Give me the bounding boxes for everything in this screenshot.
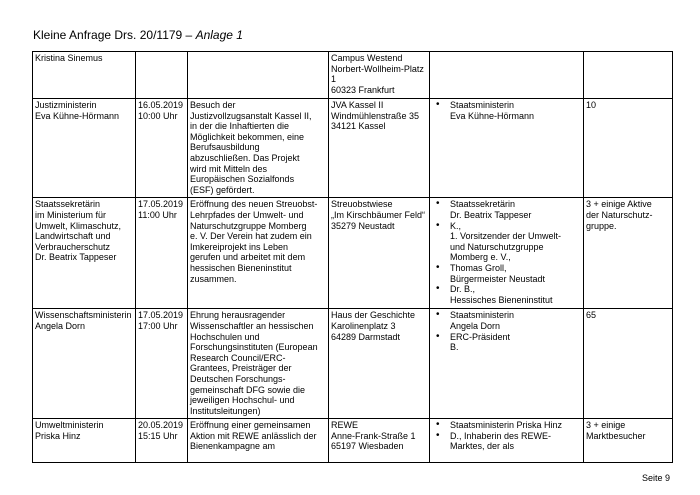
location-line: 60323 Frankfurt xyxy=(331,84,395,95)
description-line: Berufsausbildung xyxy=(190,142,260,153)
date-line: 11:00 Uhr xyxy=(138,209,177,220)
description-line: Ehrung herausragender xyxy=(190,310,286,321)
cell-participants xyxy=(430,419,584,463)
location-line: Anne-Frank-Straße 1 xyxy=(331,430,416,441)
cell-count xyxy=(584,99,673,198)
date-line: 17.05.2019 xyxy=(138,199,184,210)
location-line: 1 xyxy=(331,74,337,85)
location-line: Streuobstwiese xyxy=(331,199,393,210)
participant-line: • Staatsministerin xyxy=(450,310,515,321)
participant-line: • Staatsministerin xyxy=(450,100,515,110)
count-line: gruppe. xyxy=(586,220,617,231)
location-line: Karolinenplatz 3 xyxy=(331,320,396,331)
location-line: Windmühlenstraße 35 xyxy=(331,110,420,121)
cell-count xyxy=(584,52,673,99)
description-line: (ESF) gefördert. xyxy=(190,184,255,195)
table-row xyxy=(33,309,673,419)
participants-list xyxy=(432,100,581,121)
person-line: Dr. Beatrix Tappeser xyxy=(35,252,117,263)
participant-item xyxy=(432,284,581,305)
date-line: 17:00 Uhr xyxy=(138,320,178,331)
participant-line: Momberg e. V., xyxy=(450,252,511,263)
cell-person xyxy=(33,52,136,99)
description-line: Eröffnung einer gemeinsamen xyxy=(190,420,311,431)
participant-line: • D., Inhaberin des REWE- xyxy=(450,430,552,441)
location-line: „Im Kirschbäumer Feld“ xyxy=(331,209,426,220)
participant-line: • Thomas Groll, xyxy=(450,262,507,273)
description-line: e. V. Der Verein hat zudem ein xyxy=(190,231,312,242)
date-line: 17.05.2019 xyxy=(138,310,184,321)
participant-line: 1. Vorsitzender der Umwelt- xyxy=(450,231,562,242)
description-line: Research Council/ERC- xyxy=(190,352,286,363)
description-line: Wissenschaftler an hessischen xyxy=(190,320,314,331)
description-line: Eröffnung des neuen Streuobst- xyxy=(190,199,318,210)
cell-participants xyxy=(430,52,584,99)
participant-item xyxy=(432,420,581,431)
participant-line: • K., xyxy=(450,220,462,231)
count-line: 65 xyxy=(586,310,597,321)
location-line: JVA Kassel II xyxy=(331,100,384,110)
person-line: Kristina Sinemus xyxy=(35,53,103,63)
description-line: jeweiligen Hochschul- und xyxy=(190,395,295,406)
description-line: Institutsleitungen) xyxy=(190,405,261,416)
location-line: Norbert-Wollheim-Platz xyxy=(331,63,424,74)
participant-item xyxy=(432,199,581,220)
description-line: Hochschulen und xyxy=(190,331,260,342)
cell-count xyxy=(584,198,673,309)
person-line: Wissenschaftsministerin xyxy=(35,310,132,321)
participant-line: • Dr. B., xyxy=(450,284,476,295)
cell-participants xyxy=(430,198,584,309)
date-line: 16.05.2019 xyxy=(138,100,184,110)
cell-description xyxy=(188,52,329,99)
cell-person xyxy=(33,309,136,419)
location-line: Haus der Geschichte xyxy=(331,310,416,321)
description-line: Lehrpfades der Umwelt- und xyxy=(190,209,304,220)
date-line: 15:15 Uhr xyxy=(138,430,178,441)
participants-list xyxy=(432,420,581,452)
participant-line: Marktes, der als xyxy=(450,441,515,452)
cell-date xyxy=(136,309,188,419)
location-line: REWE xyxy=(331,420,358,431)
description-line: in der die Inhaftierten die xyxy=(190,121,290,132)
participant-item xyxy=(432,310,581,331)
person-line: Landwirtschaft und xyxy=(35,231,111,242)
person-line: Angela Dorn xyxy=(35,320,86,331)
page-number: Seite 9 xyxy=(641,473,670,483)
participant-line: Hessisches Bieneninstitut xyxy=(450,294,553,305)
description-line: abzuschließen. Das Projekt xyxy=(190,152,300,163)
table-row xyxy=(33,198,673,309)
participant-line: Dr. Beatrix Tappeser xyxy=(450,209,532,220)
cell-person xyxy=(33,99,136,198)
participant-item xyxy=(432,100,581,121)
cell-participants xyxy=(430,309,584,419)
header-anlage: Anlage 1 xyxy=(195,28,243,42)
cell-count xyxy=(584,309,673,419)
count-line: Marktbesucher xyxy=(586,430,646,441)
description-line: wird mit Mitteln des xyxy=(190,163,268,174)
description-line: hessischen Bieneninstitut xyxy=(190,262,292,273)
count-line: 3 + einige xyxy=(586,420,626,431)
location-line: Campus Westend xyxy=(331,53,403,63)
cell-location xyxy=(329,419,430,463)
person-line: Verbraucherschutz xyxy=(35,241,111,252)
participant-item xyxy=(432,263,581,284)
date-line: 10:00 Uhr xyxy=(138,110,178,121)
cell-count xyxy=(584,419,673,463)
participant-line: und Naturschutzgruppe xyxy=(450,241,544,252)
description-line: Besuch der xyxy=(190,100,236,110)
participant-item xyxy=(432,332,581,353)
description-line: Naturschutzgruppe Momberg xyxy=(190,220,307,231)
cell-description xyxy=(188,198,329,309)
table-row xyxy=(33,419,673,463)
participant-line: • Staatsministerin Priska Hinz xyxy=(450,420,563,431)
description-line: zusammen. xyxy=(190,273,237,284)
location-line: 65197 Wiesbaden xyxy=(331,441,404,452)
cell-participants xyxy=(430,99,584,198)
cell-description xyxy=(188,99,329,198)
cell-date xyxy=(136,52,188,99)
count-line: 3 + einige Aktive xyxy=(586,199,652,210)
participant-line: Bürgermeister Neustadt xyxy=(450,273,546,284)
cell-person xyxy=(33,419,136,463)
person-line: Umweltministerin xyxy=(35,420,104,431)
count-line: der Naturschutz- xyxy=(586,209,653,220)
cell-location xyxy=(329,309,430,419)
person-line: Justizministerin xyxy=(35,100,97,110)
header-title: Kleine Anfrage Drs. 20/1179 – xyxy=(33,28,196,42)
cell-date xyxy=(136,99,188,198)
person-line: Staatssekretärin xyxy=(35,199,101,210)
participant-line: Angela Dorn xyxy=(450,320,501,331)
location-line: 35279 Neustadt xyxy=(331,220,395,231)
participant-line: Eva Kühne-Hörmann xyxy=(450,110,535,121)
participant-line: B. xyxy=(450,342,459,353)
cell-description xyxy=(188,309,329,419)
cell-description xyxy=(188,419,329,463)
description-line: Europäischen Sozialfonds xyxy=(190,174,295,185)
participant-item xyxy=(432,221,581,263)
participant-line: • ERC-Präsident xyxy=(450,331,511,342)
description-line: Deutschen Forschungs- xyxy=(190,373,286,384)
table-row xyxy=(33,99,673,198)
person-line: Umwelt, Klimaschutz, xyxy=(35,220,122,231)
person-line: im Ministerium für xyxy=(35,209,107,220)
location-line: 34121 Kassel xyxy=(331,121,386,132)
participants-list xyxy=(432,310,581,352)
count-line: 10 xyxy=(586,100,597,110)
appointments-table xyxy=(32,51,673,463)
location-line: 64289 Darmstadt xyxy=(331,331,401,342)
participant-item xyxy=(432,431,581,452)
cell-person xyxy=(33,198,136,309)
cell-date xyxy=(136,419,188,463)
participant-line: • Staatssekretärin xyxy=(450,199,516,210)
cell-date xyxy=(136,198,188,309)
description-line: Möglichkeit bekommen, eine xyxy=(190,131,305,142)
description-line: Grantees, Preisträger der xyxy=(190,363,292,374)
person-line: Priska Hinz xyxy=(35,430,81,441)
description-line: Imkereiprojekt ins Leben xyxy=(190,241,289,252)
cell-location xyxy=(329,52,430,99)
description-line: gemeinschaft DFG sowie die xyxy=(190,384,306,395)
cell-location xyxy=(329,198,430,309)
person-line: Eva Kühne-Hörmann xyxy=(35,110,120,121)
table-row xyxy=(33,52,673,99)
description-line: Justizvollzugsanstalt Kassel II, xyxy=(190,110,312,121)
date-line: 20.05.2019 xyxy=(138,420,184,431)
description-line: Forschungsinstituten (European xyxy=(190,342,318,353)
cell-location xyxy=(329,99,430,198)
document-header xyxy=(33,28,243,42)
description-line: Aktion mit REWE anlässlich der xyxy=(190,430,317,441)
description-line: Bienenkampagne am xyxy=(190,441,276,452)
participants-list xyxy=(432,199,581,305)
description-line: gerufen und arbeitet mit dem xyxy=(190,252,306,263)
